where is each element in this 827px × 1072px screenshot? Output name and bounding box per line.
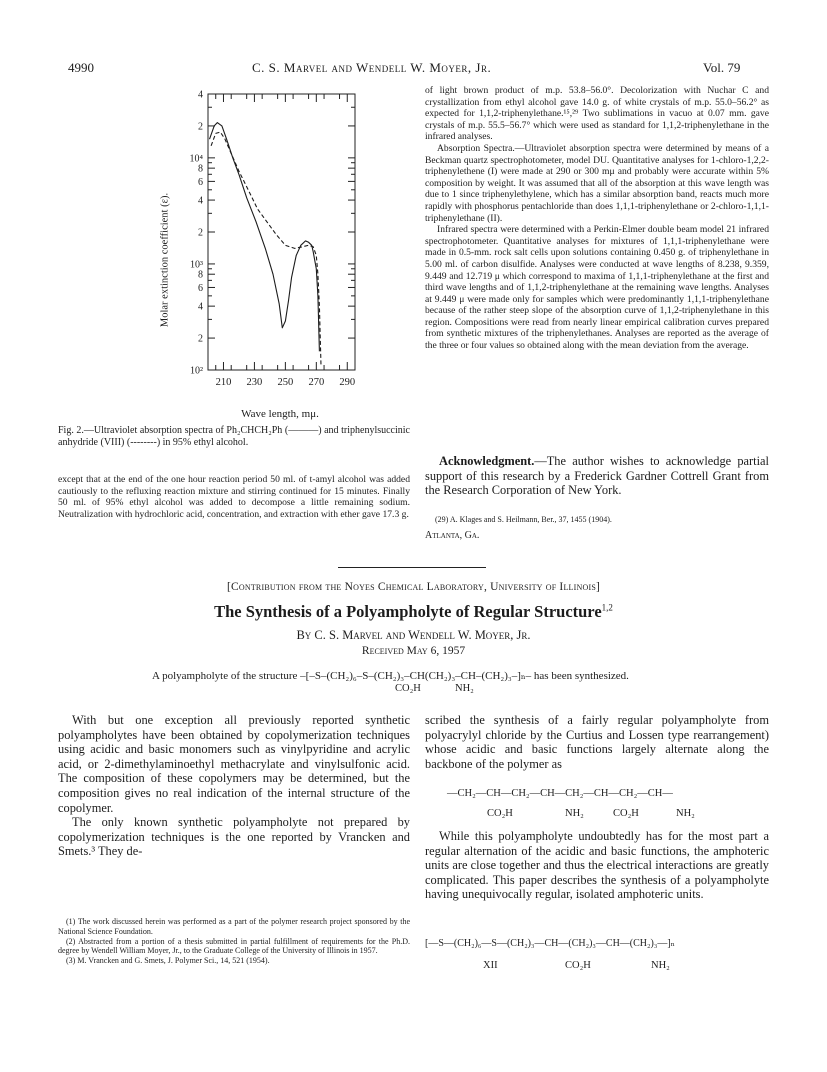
article-left-paragraph-1: With but one exception all previously reported synthetic polyampholytes have been obtained by copolymerization techniques using acidic and basic monomers such as vinylpyridine and acrylic acid, or 2-dimethylaminoethyl methacrylate and vinylsulfonic acid. The composition of these copolymers may be determined, but the composition gives no real indication of the internal structure of the copolymer. xyxy=(58,713,410,815)
formula-1-sub-2: NH₂ xyxy=(565,808,584,819)
x-tick-label: 250 xyxy=(277,377,294,388)
footnote-1: (1) The work discussed herein was performed as a part of the polymer research project sponsored by the National Science Foundation. xyxy=(58,917,410,936)
plot-frame xyxy=(208,94,355,370)
y-tick-label: 2 xyxy=(198,227,203,239)
abstract-sub-amine: NH₂ xyxy=(455,683,474,694)
article-right-column-2 xyxy=(425,829,769,902)
acknowledgment-heading: Acknowledgment. xyxy=(439,454,535,468)
formula-2-sub-1: CO₂H xyxy=(565,960,591,971)
y-tick-label: 4 xyxy=(198,195,203,207)
series-line-solid xyxy=(210,123,320,352)
contribution-line: [Contribution from the Noyes Chemical Laboratory, University of Illinois] xyxy=(226,581,601,593)
article-right-paragraph-2: While this polyampholyte undoubtedly has for the most part a regular alternation of the acidic and basic functions, the amphoteric units are close together and thus the electrical interactions are greatly complicated. This paper describes the synthesis of a polyampholyte having unequivocally regular, isolated amphoteric units. xyxy=(425,829,769,902)
formula-2: [—S—(CH₂)₆—S—(CH₂)₃—CH—(CH₂)₃—CH—(CH₂)₃—]ₙ xyxy=(425,938,675,949)
right-paragraph-2: Absorption Spectra.—Ultraviolet absorption spectra were determined by means of a Beckman quartz spectrophotometer, model DU. Quantitative analyses for 1-chloro-1,2,2-triphenylethene (I) were made at 290 or 300 mμ and probably were accurate within 5% composition by weight. It was assumed that all of the absorption at this wave length was due to 1 since triphenylethylene, which has a similar absorption band, reacts much more rapidly with phosphorus pentachloride than does 1,1,1-triphenylethane or 2-chloro-1,1,1-triphenylethane (II). xyxy=(425,142,769,224)
right-column xyxy=(425,85,769,352)
article-right-paragraph-1: scribed the synthesis of a fairly regular polyampholyte from polyacrylyl chloride by the Curtius and Lossen type rearrangement) whose acidic and basic functions largely alternate along the backbone of the polymer as xyxy=(425,713,769,771)
formula-1-sub-1: CO₂H xyxy=(487,808,513,819)
byline: By C. S. Marvel and Wendell W. Moyer, Jr. xyxy=(296,628,531,642)
acknowledgment xyxy=(425,454,769,498)
x-tick-label: 230 xyxy=(246,377,263,388)
footnote-3: (3) M. Vrancken and G. Smets, J. Polymer Sci., 14, 521 (1954). xyxy=(66,956,270,966)
y-tick-label: 2 xyxy=(198,333,203,345)
series-line-dashed xyxy=(211,132,321,366)
y-tick-label: 8 xyxy=(198,269,203,281)
y-tick-label: 10² xyxy=(190,365,203,377)
volume-label: Vol. 79 xyxy=(703,60,741,75)
x-axis-label: Wave length, mμ. xyxy=(241,408,319,420)
abstract: A polyampholyte of the structure –[–S–(CH₂)₆–S–(CH₂)₃–CH(CH₂)₃–CH–(CH₂)₃–]ₙ– has been synthesized. xyxy=(152,670,629,682)
acknowledgment-body: —The author wishes to acknowledge partial support of this research by a Frederick Gardner Cottrell Grant from the Research Corporation of New York. xyxy=(425,454,769,498)
y-tick-label: 10⁴ xyxy=(189,153,203,165)
formula-1: —CH₂—CH—CH₂—CH—CH₂—CH—CH₂—CH— xyxy=(447,788,673,799)
y-axis-label-box xyxy=(150,175,180,345)
article-left-paragraph-2: The only known synthetic polyampholyte not prepared by copolymerization techniques is the one reported by Vrancken and Smets.³ They de- xyxy=(58,815,410,859)
y-tick-label: 2 xyxy=(198,121,203,133)
formula-1-sub-3: CO₂H xyxy=(613,808,639,819)
right-paragraph-1: of light brown product of m.p. 53.8–56.0°. Decolorization with Nuchar C and crystallization from ethyl alcohol gave 14.0 g. of white crystals of m.p. 55.0–56.2° as expected for 1,1,2-triphenylethane.¹⁵,²⁹ Two sublimations in vacuo at 0.07 mm. gave crystals of m.p. 55.5–56.7° which were used as standard for 1,1,2-triphenylethane in the infrared analyses. xyxy=(425,85,769,143)
x-tick-label: 270 xyxy=(308,377,325,388)
footnote-29: (29) A. Klages and S. Heilmann, Ber., 37, 1455 (1904). xyxy=(435,515,612,524)
y-tick-label: 8 xyxy=(198,163,203,175)
section-divider xyxy=(338,567,486,568)
formula-1-sub-4: NH₂ xyxy=(676,808,695,819)
received-date: Received May 6, 1957 xyxy=(361,645,466,657)
uv-spectrum-chart xyxy=(160,88,400,404)
y-tick-label: 6 xyxy=(198,282,203,294)
y-tick-label: 10³ xyxy=(190,259,203,271)
y-axis-label: Molar extinction coefficient (ε). xyxy=(159,192,171,328)
formula-2-sub-2: NH₂ xyxy=(651,960,670,971)
abstract-sub-carboxyl: CO₂H xyxy=(395,683,421,694)
footnotes xyxy=(58,917,410,966)
article-left-column xyxy=(58,713,410,859)
figure-caption: Fig. 2.—Ultraviolet absorption spectra of Ph₂CHCH₂Ph (———) and triphenylsuccinic anhydride (VIII) (--------) in 95% ethyl alcohol. xyxy=(58,425,410,448)
running-title: C. S. Marvel and Wendell W. Moyer, Jr. xyxy=(252,60,492,75)
formula-2-label: XII xyxy=(483,960,498,971)
location: Atlanta, Ga. xyxy=(425,530,480,541)
article-title: The Synthesis of a Polyampholyte of Regular Structure$^{1,2}$ xyxy=(214,602,613,621)
y-tick-label: 6 xyxy=(198,176,203,188)
footnote-2: (2) Abstracted from a portion of a thesis submitted in partial fulfillment of requirements for the Ph.D. degree by Wendell William Moyer, Jr., to the Graduate College of the University of Illinois in 1957. xyxy=(58,936,410,956)
x-tick-label: 210 xyxy=(215,377,232,388)
abstract-formula: –[–S–(CH₂)₆–S–(CH₂)₃–CH(CH₂)₃–CH–(CH₂)₃–]ₙ– xyxy=(300,670,532,682)
x-tick-label: 290 xyxy=(339,377,356,388)
right-paragraph-3: Infrared spectra were determined with a Perkin-Elmer double beam model 21 infrared spectrophotometer. Quantitative analyses for mixtures of 1,1,1-triphenylethane were made in 0.5-mm. rock salt cells upon solutions containing 0.450 g. of triphenylethane in 5.00 ml. of carbon disulfide. Analyses were conducted at wave lengths of 8.238, 9.359, 9.449 and 12.719 μ which correspond to maxima of 1,1,1-triphenylethane at the first and third wave lengths and of 1,1,2-triphenylethane at the remaining wave lengths. Analyses at 9.449 μ were made only for samples which were predominantly 1,1,1-triphenylethane because of the rather steep slope of the absorption curve of 1,1,2-triphenylethane in this region. Compositions were read from nearly linear empirical calibration curves prepared from synthetic mixtures of the triphenylethanes. Analyses are reported as the average of the three or four values so obtained along with the mean deviation from the average. xyxy=(425,224,769,352)
page-number: 4990 xyxy=(68,60,94,75)
y-tick-label: 4 xyxy=(198,89,203,101)
left-paragraph: except that at the end of the one hour reaction period 50 ml. of t-amyl alcohol was added cautiously to the refluxing reaction mixture and stirring continued for 15 minutes. Finally 50 ml. of 95% ethyl alcohol was added to decompose a little remaining sodium. Neutralization with hydrochloric acid, concentration, and extraction with ether gave 17.3 g. xyxy=(58,474,410,520)
article-right-column xyxy=(425,713,769,771)
left-column-text xyxy=(58,474,410,520)
y-tick-label: 4 xyxy=(198,301,203,313)
